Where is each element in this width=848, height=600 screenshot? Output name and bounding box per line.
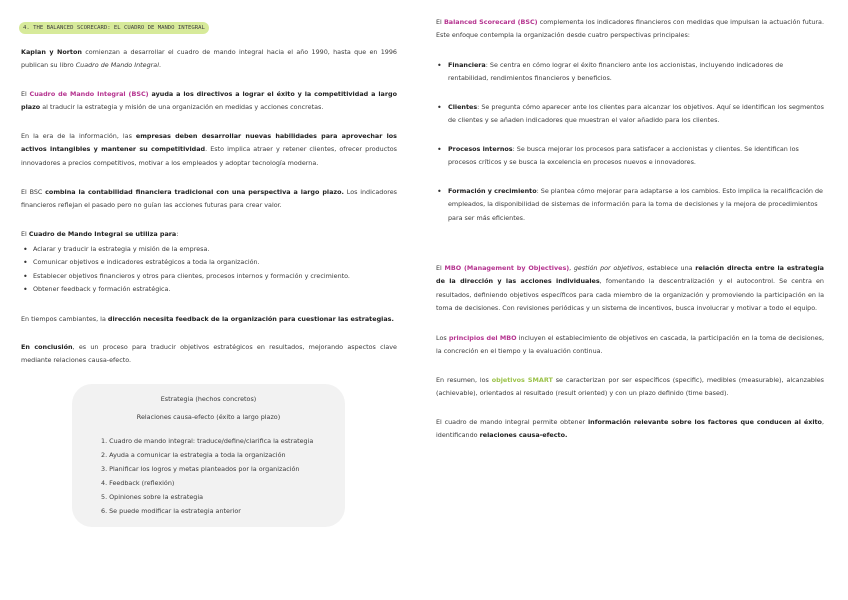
list-item: • Obtener feedback y formación estratégica. [21,283,397,296]
book-title: Cuadro de Mando Integral [75,61,159,70]
list-item: • Clientes: Se pregunta cómo aparecer ante los clientes para alcanzar los objetivos. Aquí se identifican los segmentos de clientes y se añaden indicadores que muestran el valor añadido para los clientes. [436,101,824,128]
authors: Kaplan y Norton [21,48,82,56]
section-tag: 4. THE BALANCED SCORECARD: EL CUADRO DE MANDO INTEGRAL [19,22,209,34]
bsc-term: Cuadro de Mando Integral (BSC) [29,90,149,98]
paragraph-kaplan-norton: Kaplan y Norton comienzan a desarrollar el cuadro de mando integral hacia el año 1990, hasta que en 1996 publican su libro Cuadro de Mando Integral. [21,48,397,70]
list-item: 5. Opiniones sobre la estrategia [101,493,204,501]
paragraph-uses-intro: El Cuadro de Mando Integral se utiliza para: [21,230,179,238]
list-item: • Formación y crecimiento: Se plantea cómo mejorar para adaptarse a los cambios. Esto implica la recalificación de empleados, la disponibilidad de sistemas de información para la toma de decisiones y la mejora de procedimientos para ser más eficientes. [436,185,824,225]
uses-list [21,243,397,297]
list-item: • Aclarar y traducir la estrategia y misión de la empresa. [21,243,397,256]
paragraph-mbo: El MBO (Management by Objectives), gestión por objetivos, establece una relación directa entre la estrategia de la dirección y las acciones individuales, fomentando la descentralización y el autocontrol. Se centra en resultados, definiendo objetivos específicos para cada miembro de la organización y promoviendo la participación en la toma de decisiones. Con revisiones periódicas y un sistema de incentivos, busca involucrar y motivar a todo el equipo. [436,264,824,313]
strategy-summary-box [72,384,345,527]
paragraph-bsc-complements: El Balanced Scorecard (BSC) complementa los indicadores financieros con medidas que impulsan la actuación futura. Este enfoque contempla la organización desde cuatro perspectivas principales: [436,18,824,40]
list-item: • Comunicar objetivos e indicadores estratégicos a toda la organización. [21,256,397,269]
list-item: 6. Se puede modificar la estrategia anterior [101,507,241,515]
list-item: 2. Ayuda a comunicar la estrategia a toda la organización [101,451,286,459]
list-item: 1. Cuadro de mando integral: traduce/define/clarifica la estrategia [101,437,314,445]
paragraph-bsc-combines: El BSC combina la contabilidad financiera tradicional con una perspectiva a largo plazo. Los indicadores financieros reflejan el pasado pero no guían las acciones futuras para crear valor. [21,188,397,210]
mbo-principles-term: principios del MBO [448,334,517,342]
list-item: • Financiera: Se centra en cómo lograr el éxito financiero ante los accionistas, incluyendo indicadores de rentabilidad, rendimientos financieros y beneficios. [436,59,824,86]
list-item: • Procesos internos: Se busca mejorar los procesos para satisfacer a accionistas y clientes. Se identifican los procesos críticos y se busca la excelencia en procesos nuevos e innovadores. [436,143,824,170]
list-item: 3. Planificar los logros y metas planteados por la organización [101,465,300,473]
list-item: • Establecer objetivos financieros y otros para clientes, procesos internos y formación y crecimiento. [21,270,397,283]
box-line-cause-effect: Relaciones causa-efecto (éxito a largo plazo) [136,413,281,421]
paragraph-feedback: En tiempos cambiantes, la dirección necesita feedback de la organización para cuestionar las estrategias. [21,315,394,323]
paragraph-mbo-principles: Los principios del MBO incluyen el establecimiento de objetivos en cascada, la participación en la toma de decisiones, la concreción en el tiempo y la evaluación continua. [436,334,825,356]
list-item: 4. Feedback (reflexión) [101,479,175,487]
paragraph-information-era: En la era de la información, las empresas deben desarrollar nuevas habilidades para aprovechar los activos intangibles y mantener su competitividad. Esto implica atraer y retener clientes, ofrecer productos innovadores a precios competitivos, motivar a los empleados y adoptar tecnología moderna. [21,132,397,167]
paragraph-bsc-definition: El Cuadro de Mando Integral (BSC) ayuda a los directivos a lograr el éxito y la competitividad a largo plazo al traducir la estrategia y misión de una organización en medidas y acciones concretas. [21,90,397,112]
bsc-term: Balanced Scorecard (BSC) [443,18,538,26]
paragraph-smart: En resumen, los objetivos SMART se caracterizan por ser específicos (specific), medibles (measurable), alcanzables (achievable), orientados al resultado (result oriented) y con un plazo definido (time based). [436,376,824,398]
box-line-strategy: Estrategia (hechos concretos) [160,395,257,403]
mbo-term: MBO (Management by Objectives) [444,264,570,272]
smart-term: objetivos SMART [491,376,553,384]
paragraph-conclusion: En conclusión, es un proceso para traducir objetivos estratégicos en resultados, mejorando aspectos clave mediante relaciones causa-efecto. [21,343,397,365]
paragraph-closing: El cuadro de mando integral permite obtener información relevante sobre los factores que conducen al éxito, identificando relaciones causa-efecto. [436,418,824,440]
